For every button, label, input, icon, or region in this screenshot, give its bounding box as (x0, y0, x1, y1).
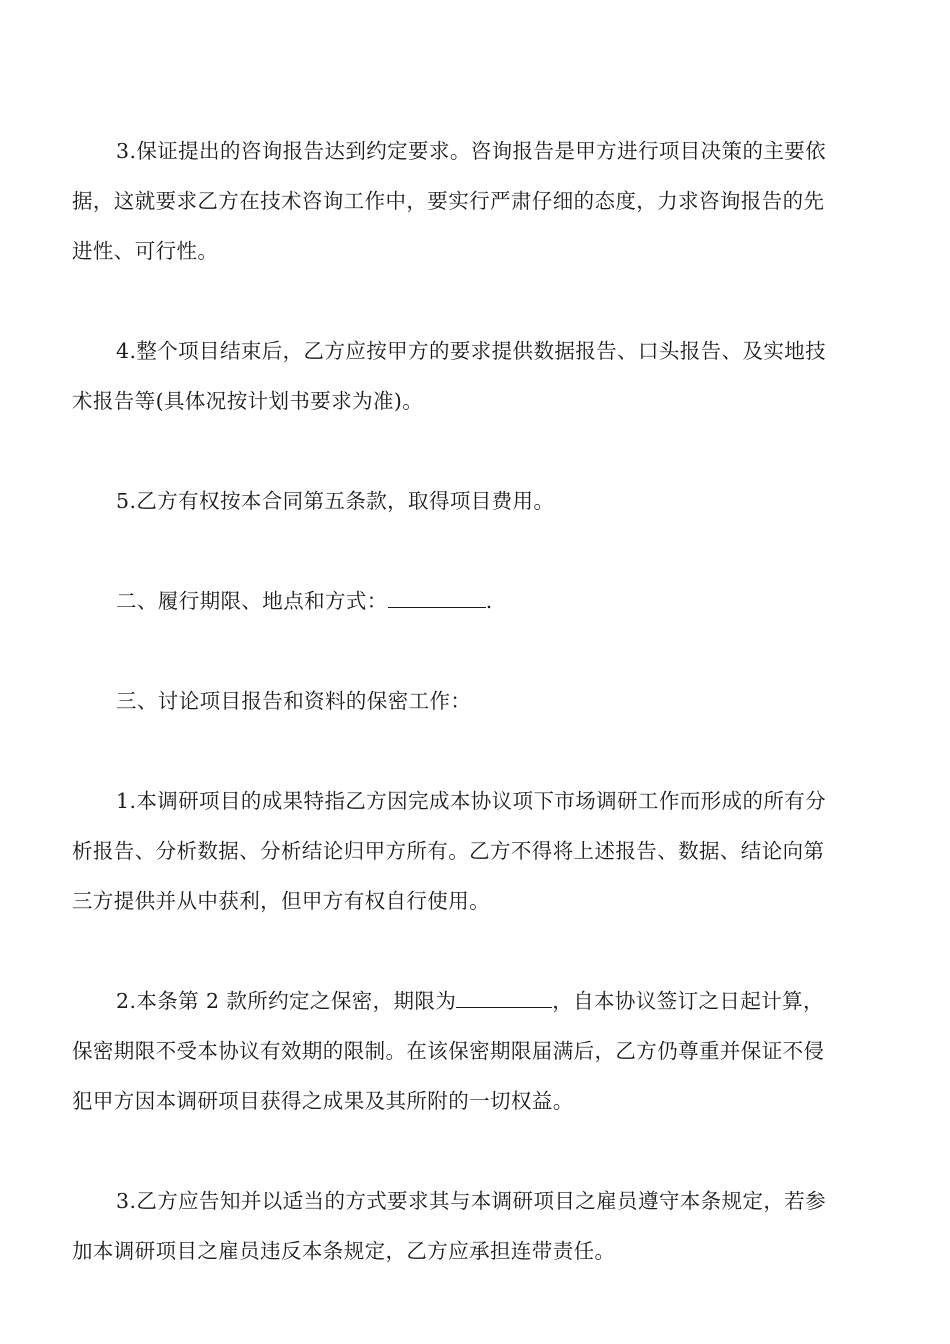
text-line: 保密期限不受本协议有效期的限制。在该保密期限届满后，乙方仍尊重并保证不侵 (72, 1039, 825, 1063)
text-line: 5.乙方有权按本合同第五条款，取得项目费用。 (116, 489, 555, 513)
confidentiality-item-3 (72, 1176, 880, 1276)
document-page (72, 126, 880, 1326)
confidentiality-item-2 (72, 976, 880, 1126)
text-line: 3.保证提出的咨询报告达到约定要求。咨询报告是甲方进行项目决策的主要依 (116, 139, 827, 163)
section-2-label: 二、履行期限、地点和方式： (116, 589, 388, 613)
text-line (72, 576, 880, 626)
text-line: 3.乙方应告知并以适当的方式要求其与本调研项目之雇员遵守本条规定，若参 (116, 1189, 827, 1213)
section-2-period: . (485, 589, 493, 613)
item-2-text-after-blank: ，自本协议签订之日起计算， (552, 989, 824, 1013)
text-line: 加本调研项目之雇员违反本条规定，乙方应承担连带责任。 (72, 1239, 616, 1263)
text-line: 犯甲方因本调研项目获得之成果及其所附的一切权益。 (72, 1089, 574, 1113)
text-line: 1.本调研项目的成果特指乙方因完成本协议项下市场调研工作而形成的所有分 (116, 789, 827, 813)
item-2-text-before-blank: 2.本条第 2 款所约定之保密，期限为 (116, 989, 457, 1013)
text-line (72, 976, 880, 1026)
fill-in-blank (388, 589, 486, 608)
text-line: 三、讨论项目报告和资料的保密工作： (116, 689, 472, 713)
text-line: 4.整个项目结束后，乙方应按甲方的要求提供数据报告、口头报告、及实地技 (116, 339, 827, 363)
clause-item-5-project-fees (72, 476, 880, 526)
text-line: 三方提供并从中获利，但甲方有权自行使用。 (72, 889, 490, 913)
text-line: 术报告等(具体况按计划书要求为准)。 (72, 389, 424, 413)
fill-in-blank (456, 989, 552, 1008)
section-2-performance-heading (72, 576, 880, 626)
clause-item-4-final-reports (72, 326, 880, 426)
text-line: 析报告、分析数据、分析结论归甲方所有。乙方不得将上述报告、数据、结论向第 (72, 839, 825, 863)
text-line: 进性、可行性。 (72, 239, 219, 263)
clause-item-3-report-requirements (72, 126, 880, 276)
section-3-confidentiality-heading (72, 676, 880, 726)
text-line: 据，这就要求乙方在技术咨询工作中，要实行严肃仔细的态度，力求咨询报告的先 (72, 189, 825, 213)
confidentiality-item-1 (72, 776, 880, 926)
